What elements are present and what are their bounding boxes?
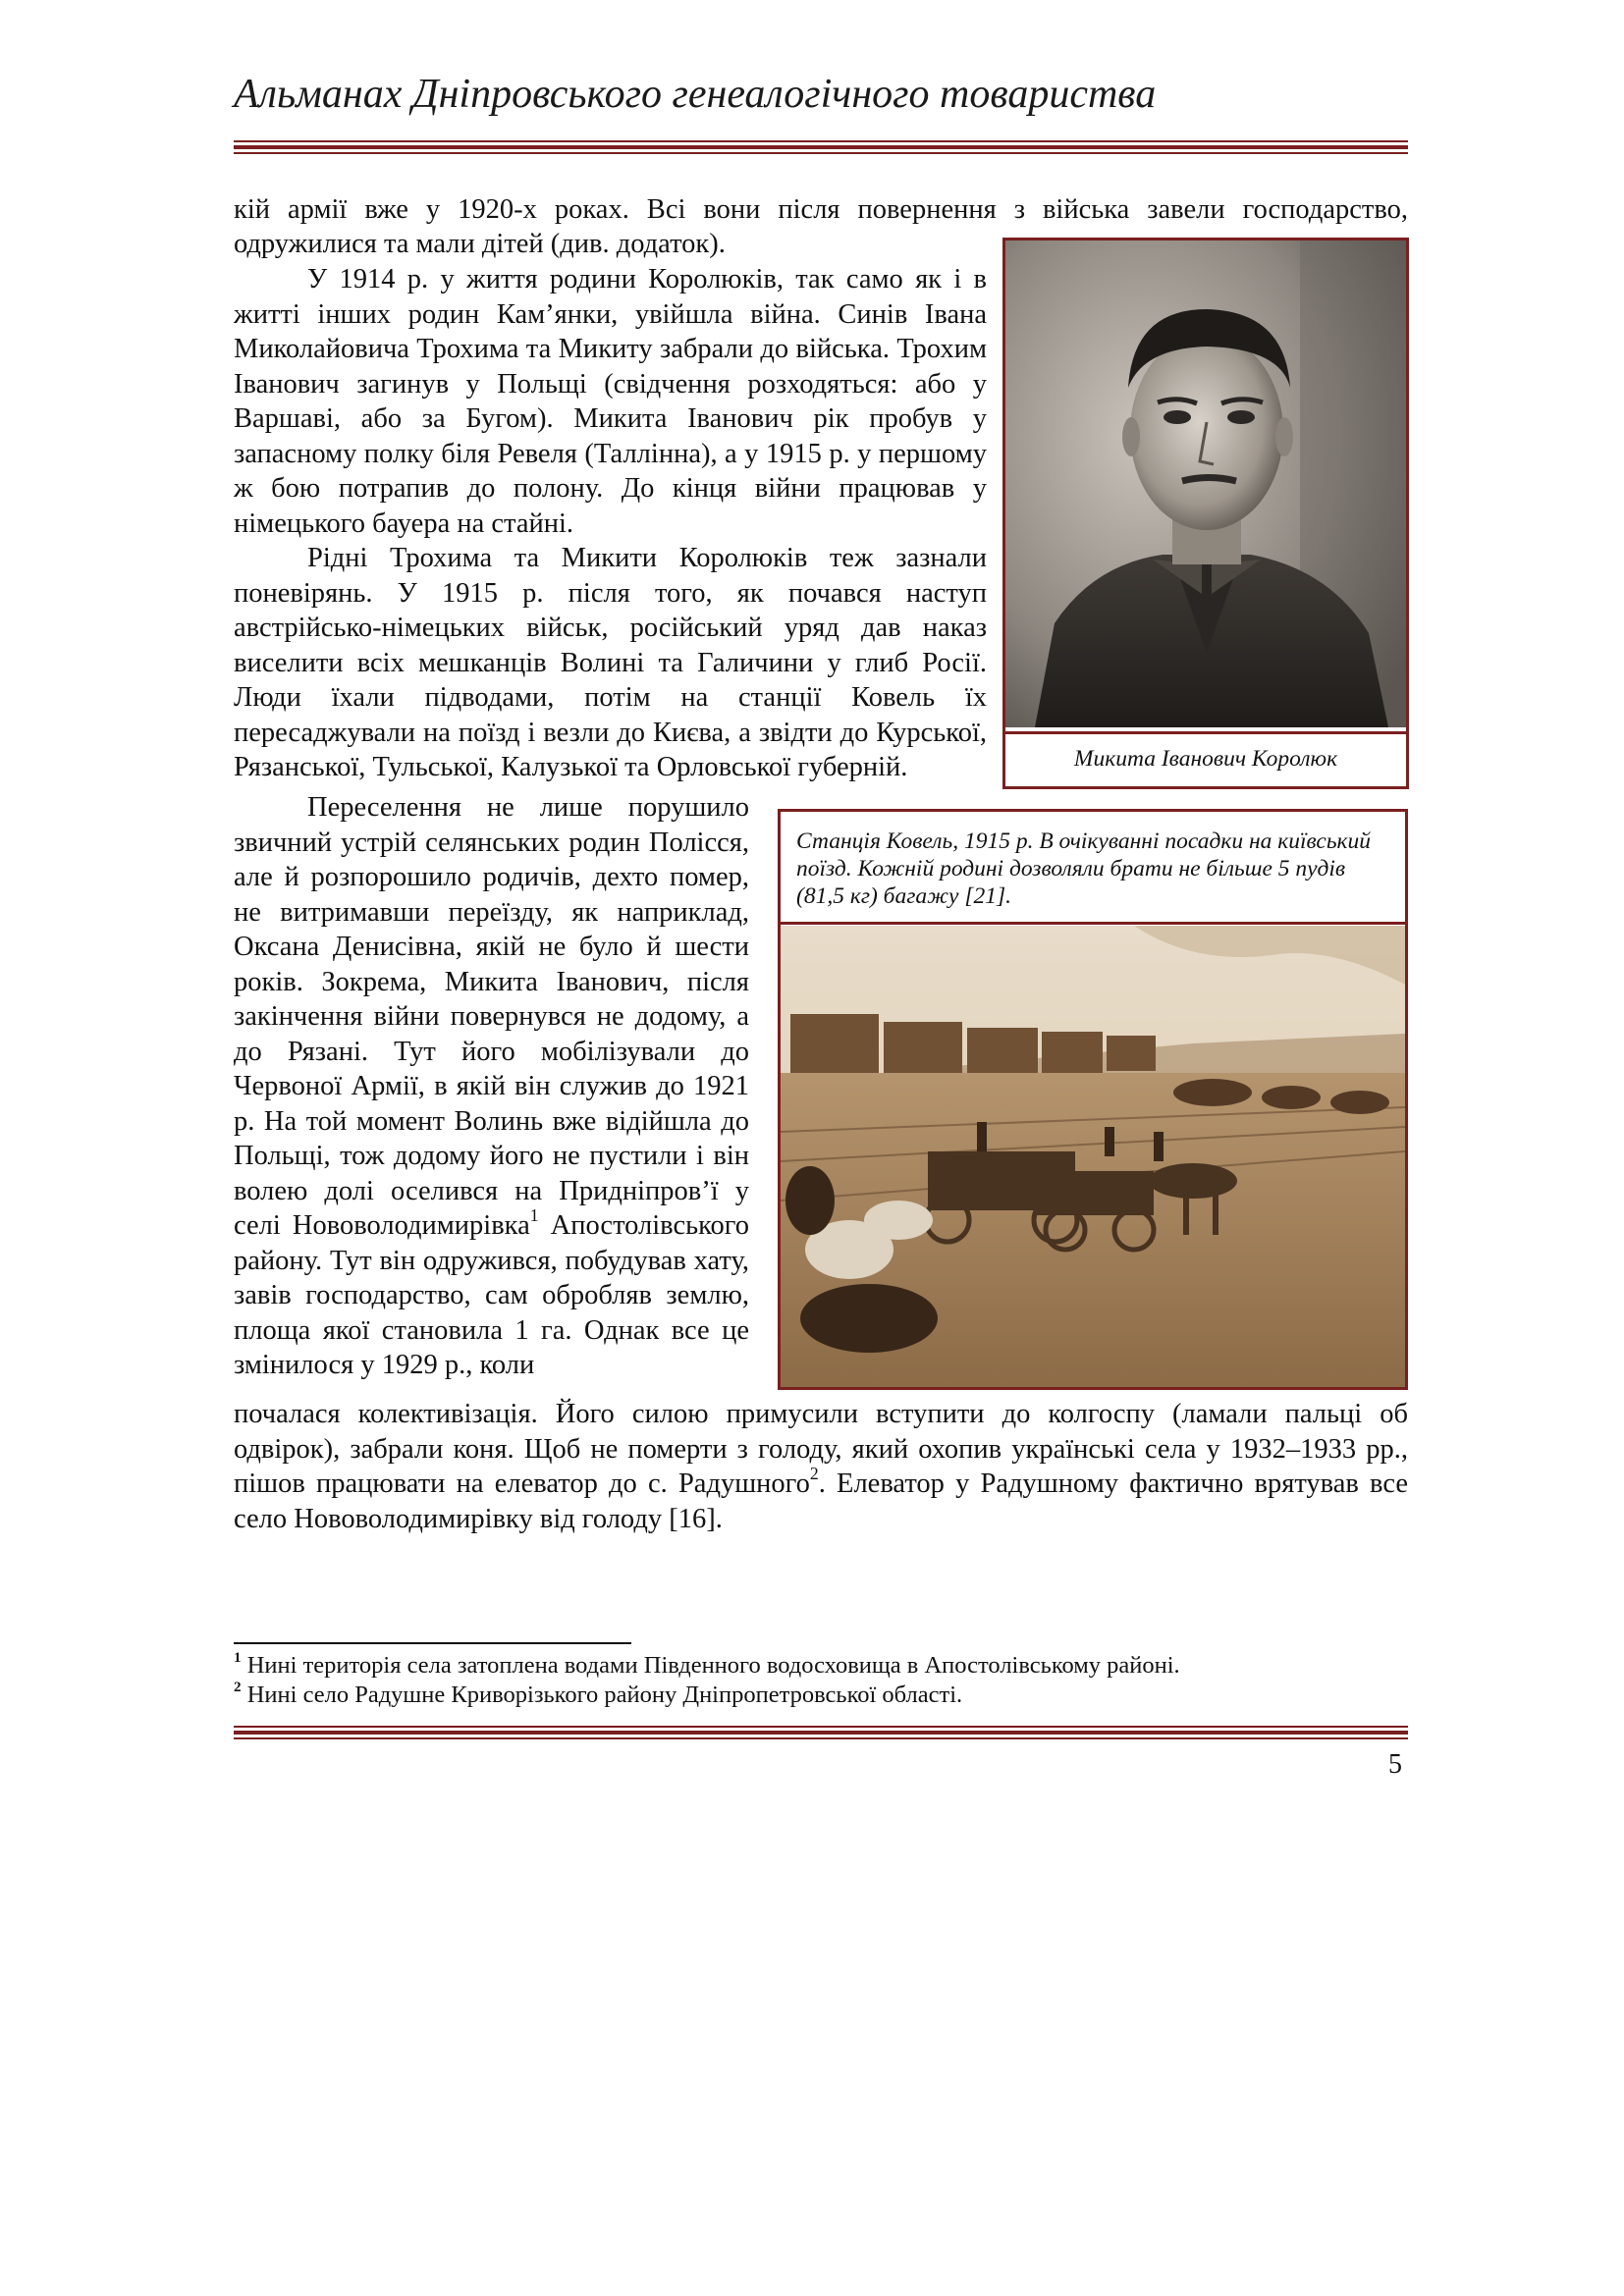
portrait-photo: [1005, 240, 1406, 727]
portrait-caption: Микита Іванович Королюк: [1073, 746, 1338, 772]
header-rule: [234, 140, 1408, 154]
portrait-figure: [1002, 238, 1409, 789]
page-number: 5: [1388, 1749, 1402, 1780]
paragraph-collectivization-a: почалася колективізація. Його силою примусили вступити до колгоспу (ламали пальці об одвірок), забрали коня. Щоб не померти з голоду, який охопив українські села у 1932–1933 рр., пішов працювати на елеватор до с. Радушного: [234, 1399, 1408, 1499]
footer-rule: [234, 1726, 1408, 1739]
text-column-bottom: [234, 1397, 1408, 1536]
footnotes: [234, 1648, 1408, 1710]
footnote-ref-1: 1: [529, 1204, 539, 1225]
text-column-lower: [234, 790, 749, 1383]
running-header: Альманах Дніпровського генеалогічного товариства: [234, 72, 1157, 117]
paragraph-1914: У 1914 р. у життя родини Королюків, так само як і в житті інших родин Кам’янки, увійшла війна. Синів Івана Миколайовича Трохима та Микиту забрали до війська. Трохим Іванович загинув у Польщі (свідчення розходяться: або у Варшаві, або за Бугом). Микита Іванович рік пробув у запасному полку біля Ревеля (Таллінна), а у 1915 р. у першому ж бою потрапив до полону. До кінця війни працював у німецького бауера на стайні.: [234, 264, 987, 539]
footnote-2-text: Нині село Радушне Криворізького району Дніпропетровської області.: [241, 1682, 963, 1708]
station-figure: [778, 809, 1408, 1390]
station-photo: [781, 926, 1405, 1387]
body-line-1: кій армії вже у 1920-х роках. Всі вони після повернення з війська завели господарство,: [234, 194, 1408, 225]
paragraph-resettlement-b: Апостолівського району. Тут він одружився, побудував хату, завів господарство, сам обробляв землю, площа якої становила 1 га. Однак все це змінилося у 1929 р., коли: [234, 1210, 749, 1380]
footnote-ref-2: 2: [809, 1463, 819, 1483]
paragraph-resettlement-a: Переселення не лише порушило звичний устрій селянських родин Полісся, але й розпорошило родичів, дехто помер, не витримавши переїзду, як наприклад, Оксана Денисівна, якій не було й шести років. Зокрема, Микита Іванович, після закінчення війни повернувся не додому, а до Рязані. Тут його мобілізували до Червоної Армії, в якій він служив до 1921 р. На той момент Волинь вже відійшла до Польщі, тож додому його не пустили і він волею долі оселився на Придніпров’ї у селі Нововолодимирівка: [234, 792, 749, 1241]
footnote-rule: [234, 1642, 631, 1644]
footnote-2: [234, 1678, 1408, 1710]
footnote-1: [234, 1648, 1408, 1681]
body-line-2: одружилися та мали дітей (див. додаток).: [234, 229, 726, 259]
paragraph-collectivization: [234, 1397, 1408, 1536]
paragraph-resettlement: [234, 790, 749, 1383]
footnote-1-text: Нині територія села затоплена водами Південного водосховища в Апостолівському районі.: [241, 1652, 1180, 1679]
footnote-1-number: 1: [234, 1648, 242, 1666]
paragraph-collectivization-b: . Елеватор у Радушному фактично врятував все село Нововолодимирівку від голоду [16].: [234, 1468, 1408, 1534]
text-column-upper: [234, 262, 987, 785]
footnote-2-number: 2: [234, 1678, 242, 1695]
station-caption: Станція Ковель, 1915 р. В очікуванні посадки на київський поїзд. Кожній родині дозволяли брати не більше 5 пудів (81,5 кг) багажу [21].: [796, 828, 1372, 909]
paragraph-1915: Рідні Трохима та Микити Королюків теж зазнали поневірянь. У 1915 р. після того, як почався наступ австрійсько-німецьких військ, російський уряд дав наказ виселити всіх мешканців Волині та Галичини у глиб Росії. Люди їхали підводами, потім на станції Ковель їх пересаджували на поїзд і везли до Києва, а звідти до Курської, Рязанської, Тульської, Калузької та Орловської губерній.: [234, 543, 987, 782]
